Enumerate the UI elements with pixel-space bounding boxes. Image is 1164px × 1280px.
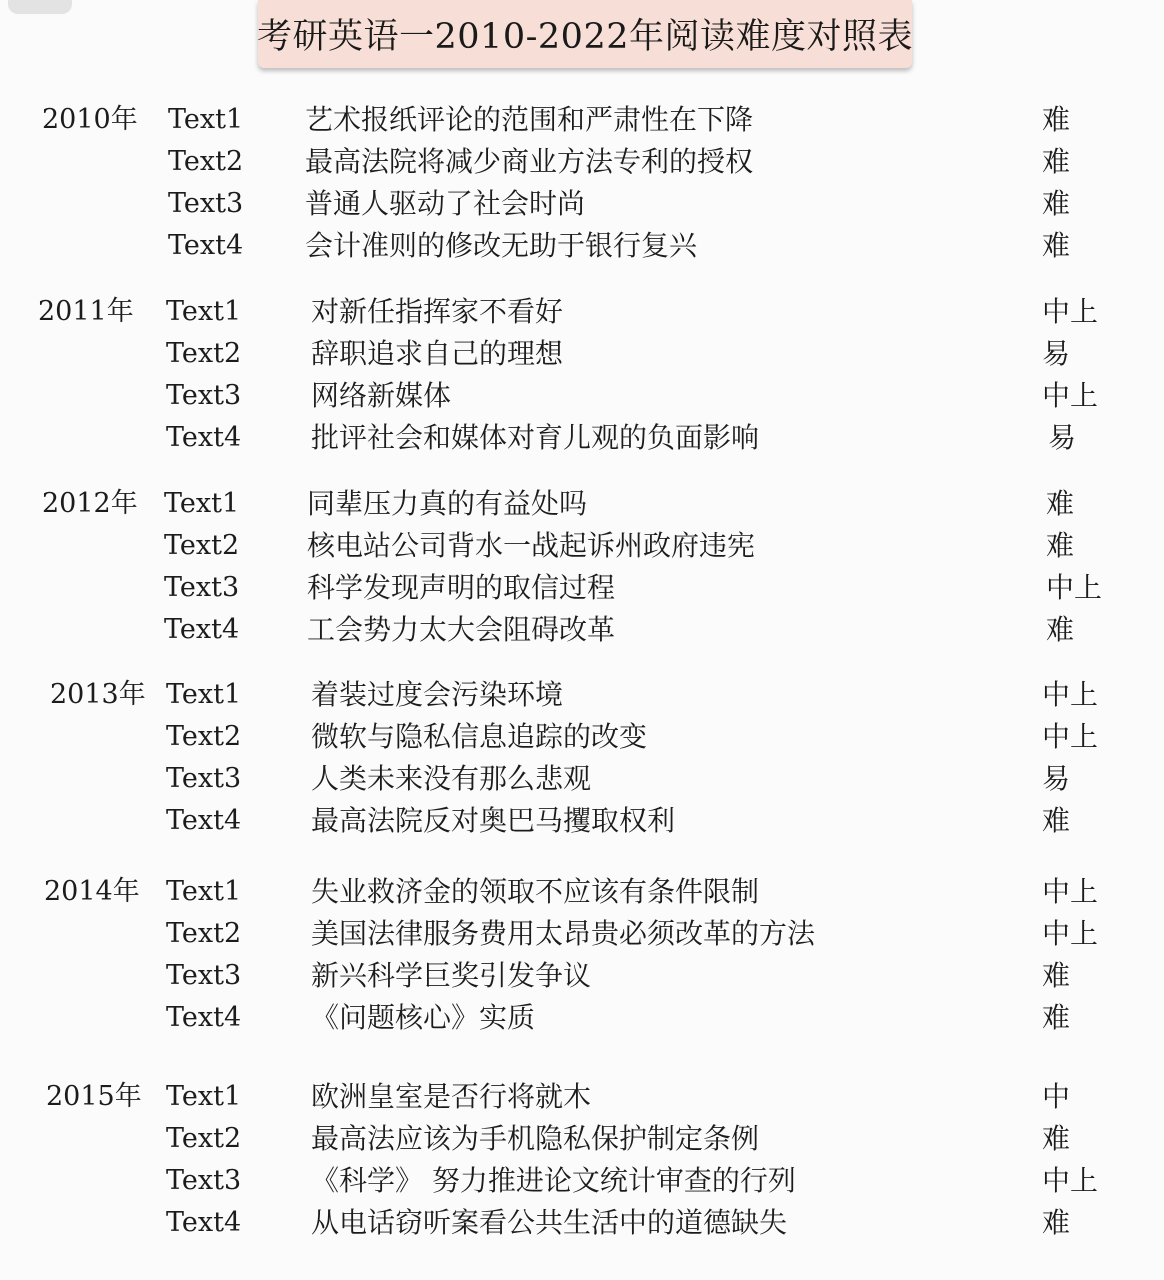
difficulty-label: 中上: [1042, 917, 1099, 950]
difficulty-label: 中上: [1042, 720, 1099, 753]
article-topic: 《问题核心》实质: [311, 1001, 536, 1034]
article-topic: 最高法院将减少商业方法专利的授权: [305, 145, 754, 178]
difficulty-label: 中上: [1042, 678, 1099, 711]
text-number: Text3: [164, 572, 240, 603]
difficulty-label: 难: [1042, 103, 1071, 136]
difficulty-label: 难: [1046, 487, 1075, 520]
year-label: 2015年: [46, 1081, 142, 1112]
text-number: Text2: [166, 1123, 242, 1154]
difficulty-label: 难: [1042, 959, 1071, 992]
difficulty-label: 难: [1042, 145, 1071, 178]
article-topic: 辞职追求自己的理想: [311, 337, 564, 370]
difficulty-label: 中: [1042, 1080, 1071, 1113]
difficulty-label: 中上: [1042, 875, 1099, 908]
text-number: Text2: [164, 530, 240, 561]
article-topic: 欧洲皇室是否行将就木: [311, 1080, 592, 1113]
year-label: 2012年: [42, 488, 138, 519]
text-number: Text4: [166, 422, 242, 453]
difficulty-label: 难: [1042, 229, 1071, 262]
difficulty-label: 中上: [1046, 571, 1103, 604]
difficulty-label: 难: [1042, 1122, 1071, 1155]
article-topic: 失业救济金的领取不应该有条件限制: [311, 875, 760, 908]
difficulty-label: 易: [1048, 421, 1077, 454]
difficulty-label: 难: [1042, 1206, 1071, 1239]
article-topic: 最高法院反对奥巴马攫取权利: [311, 804, 676, 837]
article-topic: 批评社会和媒体对育儿观的负面影响: [311, 421, 760, 454]
text-number: Text3: [166, 763, 242, 794]
text-number: Text1: [166, 679, 242, 710]
text-number: Text1: [166, 296, 242, 327]
title-banner: [258, 0, 912, 68]
text-number: Text1: [166, 1081, 242, 1112]
difficulty-label: 难: [1042, 1001, 1071, 1034]
difficulty-label: 中上: [1042, 295, 1099, 328]
article-topic: 从电话窃听案看公共生活中的道德缺失: [311, 1206, 788, 1239]
article-topic: 核电站公司背水一战起诉州政府违宪: [307, 529, 756, 562]
article-topic: 艺术报纸评论的范围和严肃性在下降: [305, 103, 754, 136]
article-topic: 着装过度会污染环境: [311, 678, 564, 711]
article-topic: 网络新媒体: [311, 379, 452, 412]
text-number: Text4: [164, 614, 240, 645]
article-topic: 美国法律服务费用太昂贵必须改革的方法: [311, 917, 816, 950]
text-number: Text4: [168, 230, 244, 261]
difficulty-label: 易: [1042, 337, 1071, 370]
year-label: 2011年: [38, 296, 134, 327]
difficulty-label: 难: [1046, 613, 1075, 646]
text-number: Text2: [168, 146, 244, 177]
text-number: Text3: [166, 380, 242, 411]
article-topic: 对新任指挥家不看好: [311, 295, 564, 328]
text-number: Text2: [166, 918, 242, 949]
article-topic: 科学发现声明的取信过程: [307, 571, 616, 604]
text-number: Text2: [166, 721, 242, 752]
text-number: Text4: [166, 805, 242, 836]
article-topic: 微软与隐私信息追踪的改变: [311, 720, 648, 753]
corner-tab: [8, 0, 72, 14]
text-number: Text1: [164, 488, 240, 519]
text-number: Text2: [166, 338, 242, 369]
text-number: Text3: [166, 960, 242, 991]
difficulty-label: 难: [1042, 804, 1071, 837]
difficulty-label: 中上: [1042, 379, 1099, 412]
difficulty-label: 中上: [1042, 1164, 1099, 1197]
article-topic: 普通人驱动了社会时尚: [305, 187, 586, 220]
text-number: Text4: [166, 1002, 242, 1033]
text-number: Text3: [166, 1165, 242, 1196]
year-label: 2014年: [44, 876, 140, 907]
text-number: Text1: [168, 104, 244, 135]
page-title: 考研英语一2010-2022年阅读难度对照表: [257, 17, 913, 57]
article-topic: 会计准则的修改无助于银行复兴: [305, 229, 698, 262]
year-label: 2013年: [50, 679, 146, 710]
article-topic: 新兴科学巨奖引发争议: [311, 959, 592, 992]
article-topic: 人类未来没有那么悲观: [311, 762, 592, 795]
article-topic: 同辈压力真的有益处吗: [307, 487, 588, 520]
year-label: 2010年: [42, 104, 138, 135]
difficulty-label: 易: [1042, 762, 1071, 795]
difficulty-label: 难: [1042, 187, 1071, 220]
article-topic: 工会势力太大会阻碍改革: [307, 613, 616, 646]
text-number: Text3: [168, 188, 244, 219]
article-topic: 《科学》 努力推进论文统计审查的行列: [311, 1164, 796, 1197]
text-number: Text4: [166, 1207, 242, 1238]
article-topic: 最高法应该为手机隐私保护制定条例: [311, 1122, 760, 1155]
difficulty-label: 难: [1046, 529, 1075, 562]
text-number: Text1: [166, 876, 242, 907]
